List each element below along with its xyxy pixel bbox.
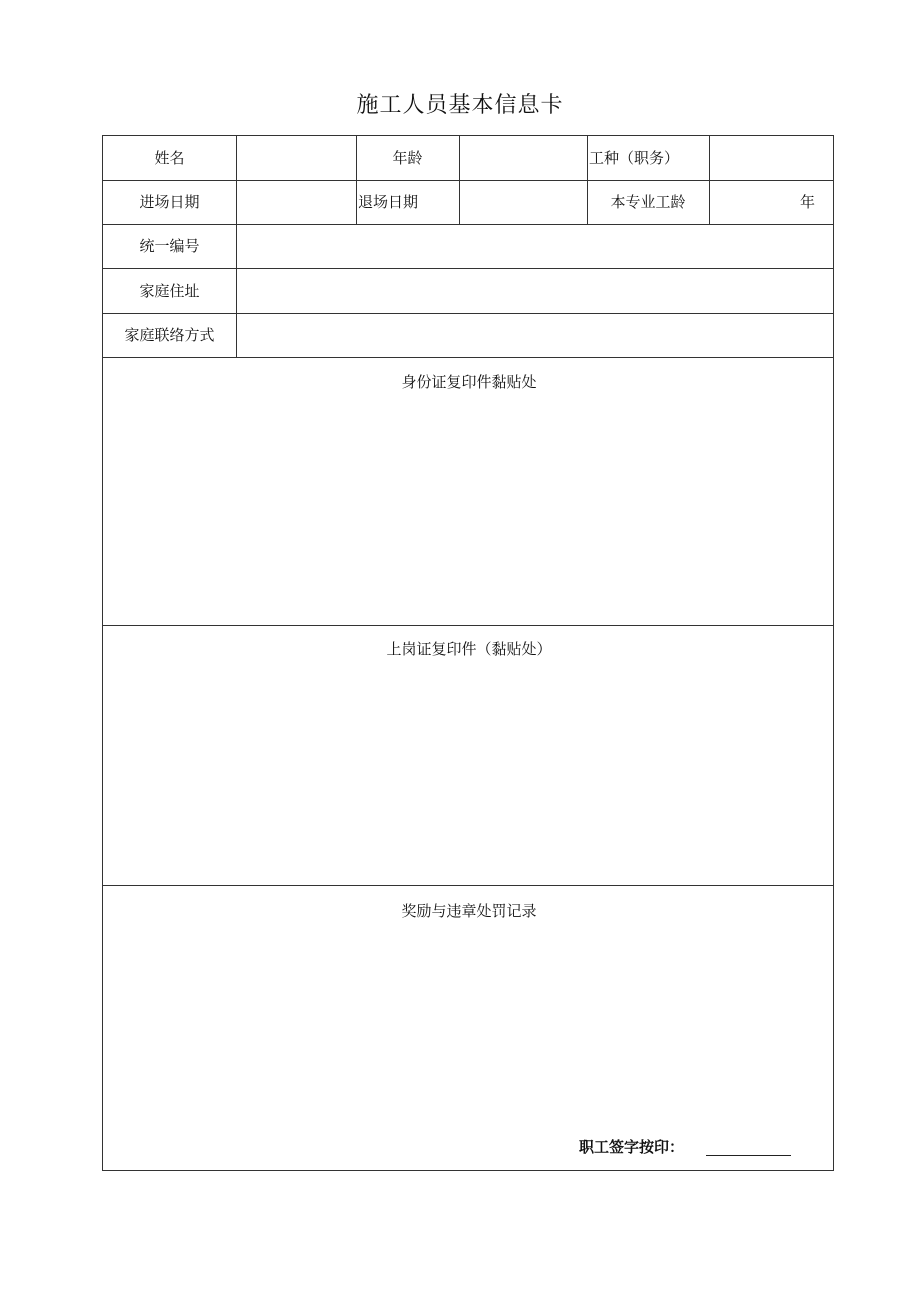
name-label: 姓名 — [154, 149, 185, 167]
id-copy-section-title: 身份证复印件黏贴处 — [401, 373, 537, 391]
seniority-unit: 年 — [800, 193, 816, 211]
section-divider — [103, 885, 833, 886]
entry-date-field[interactable] — [237, 181, 356, 224]
signature-line[interactable] — [706, 1155, 791, 1156]
exit-date-field[interactable] — [460, 181, 587, 224]
entry-date-label: 进场日期 — [139, 193, 200, 211]
row-divider — [103, 357, 833, 358]
info-card-table — [102, 135, 834, 1171]
id-number-field[interactable] — [237, 225, 833, 268]
address-label: 家庭住址 — [139, 282, 200, 300]
age-label: 年龄 — [392, 149, 423, 167]
exit-date-label: 退场日期 — [358, 193, 419, 211]
section-divider — [103, 625, 833, 626]
job-field[interactable] — [710, 136, 833, 180]
signature-label: 职工签字按印： — [579, 1138, 685, 1156]
contact-label: 家庭联络方式 — [124, 326, 215, 344]
page-title: 施工人员基本信息卡 — [356, 93, 564, 118]
name-field[interactable] — [237, 136, 356, 180]
seniority-label: 本专业工龄 — [610, 193, 686, 211]
cert-copy-section-title: 上岗证复印件（黏贴处） — [386, 640, 552, 658]
id-number-label: 统一编号 — [139, 237, 200, 255]
contact-field[interactable] — [237, 314, 833, 357]
job-label: 工种（职务） — [589, 149, 680, 167]
address-field[interactable] — [237, 269, 833, 313]
records-section-title: 奖励与违章处罚记录 — [401, 902, 537, 920]
age-field[interactable] — [460, 136, 587, 180]
